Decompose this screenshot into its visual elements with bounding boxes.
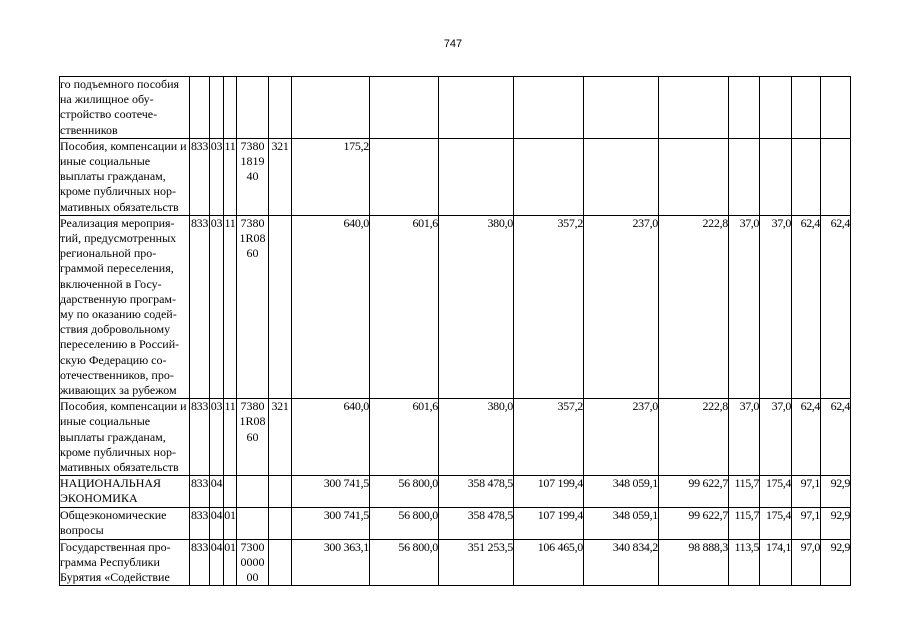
section-code: 03 [210, 399, 224, 476]
table-row [60, 77, 851, 139]
subsection-code: 11 [224, 138, 237, 215]
percent-2: 37,0 [760, 399, 792, 476]
amount-2: 56 800,0 [370, 539, 439, 586]
percent-1 [729, 77, 760, 139]
row-name: Общеэкономические вопросы [60, 507, 190, 539]
target-article-code [237, 507, 269, 539]
amount-4: 107 199,4 [514, 476, 584, 507]
section-code: 04 [210, 507, 224, 539]
target-article-code: 7300 0000 00 [237, 539, 269, 586]
amount-1: 300 741,5 [292, 476, 370, 507]
amount-2 [370, 138, 439, 215]
subsection-code: 01 [224, 539, 237, 586]
budget-table [59, 76, 851, 586]
amount-3: 380,0 [439, 399, 514, 476]
amount-3: 358 478,5 [439, 476, 514, 507]
expense-type-code: 321 [269, 399, 292, 476]
subsection-code [224, 476, 237, 507]
row-name: НАЦИОНАЛЬНАЯ ЭКОНОМИКА [60, 476, 190, 507]
percent-3: 97,1 [792, 507, 821, 539]
table-row [60, 476, 851, 507]
row-name: Пособия, компенсации и иные социальные выплаты гражданам, кроме публичных нор-мативных обязательств [60, 399, 190, 476]
amount-5: 237,0 [584, 215, 659, 398]
table-row [60, 215, 851, 398]
percent-1 [729, 138, 760, 215]
percent-2: 37,0 [760, 215, 792, 398]
percent-3: 97,0 [792, 539, 821, 586]
section-code: 04 [210, 476, 224, 507]
expense-type-code [269, 215, 292, 398]
amount-6: 99 622,7 [659, 476, 729, 507]
amount-5 [584, 77, 659, 139]
target-article-code: 7380 1R08 60 [237, 399, 269, 476]
expense-type-code [269, 539, 292, 586]
amount-3: 351 253,5 [439, 539, 514, 586]
amount-3 [439, 77, 514, 139]
target-article-code [237, 476, 269, 507]
ministry-code: 833 [190, 507, 210, 539]
percent-4 [821, 77, 851, 139]
table-row [60, 138, 851, 215]
amount-1: 640,0 [292, 215, 370, 398]
percent-2 [760, 77, 792, 139]
row-name: Реализация мероприя-тий, предусмотренных региональной про-граммой переселения, включенной в Госу-дарственную програм-му по оказанию содей-ствия добровольному переселению в Россий-скую Федерацию со-отечественников, про-живающих за рубежом [60, 215, 190, 398]
percent-4 [821, 138, 851, 215]
percent-1: 37,0 [729, 399, 760, 476]
row-name: Пособия, компенсации и иные социальные выплаты гражданам, кроме публичных нор-мативных обязательств [60, 138, 190, 215]
percent-4: 92,9 [821, 539, 851, 586]
expense-type-code [269, 507, 292, 539]
amount-4 [514, 77, 584, 139]
target-article-code: 7380 1R08 60 [237, 215, 269, 398]
page-number: 747 [443, 38, 463, 50]
percent-3: 62,4 [792, 399, 821, 476]
amount-1 [292, 77, 370, 139]
amount-6: 99 622,7 [659, 507, 729, 539]
amount-4: 357,2 [514, 399, 584, 476]
subsection-code: 11 [224, 215, 237, 398]
percent-4: 92,9 [821, 507, 851, 539]
percent-3 [792, 138, 821, 215]
amount-4 [514, 138, 584, 215]
amount-5: 348 059,1 [584, 507, 659, 539]
amount-1: 300 741,5 [292, 507, 370, 539]
amount-3: 358 478,5 [439, 507, 514, 539]
section-code: 03 [210, 215, 224, 398]
subsection-code [224, 77, 237, 139]
table-row [60, 507, 851, 539]
ministry-code: 833 [190, 138, 210, 215]
section-code [210, 77, 224, 139]
percent-1: 37,0 [729, 215, 760, 398]
section-code: 03 [210, 138, 224, 215]
percent-4: 92,9 [821, 476, 851, 507]
amount-6: 222,8 [659, 215, 729, 398]
table-row [60, 539, 851, 586]
percent-2: 175,4 [760, 507, 792, 539]
percent-2 [760, 138, 792, 215]
ministry-code: 833 [190, 215, 210, 398]
amount-3: 380,0 [439, 215, 514, 398]
amount-5: 340 834,2 [584, 539, 659, 586]
amount-2: 601,6 [370, 399, 439, 476]
percent-2: 174,1 [760, 539, 792, 586]
amount-2: 56 800,0 [370, 507, 439, 539]
ministry-code: 833 [190, 476, 210, 507]
amount-5 [584, 138, 659, 215]
percent-1: 113,5 [729, 539, 760, 586]
percent-2: 175,4 [760, 476, 792, 507]
amount-5: 237,0 [584, 399, 659, 476]
amount-6 [659, 138, 729, 215]
amount-6 [659, 77, 729, 139]
amount-2: 601,6 [370, 215, 439, 398]
amount-4: 106 465,0 [514, 539, 584, 586]
amount-2: 56 800,0 [370, 476, 439, 507]
amount-1: 640,0 [292, 399, 370, 476]
expense-type-code [269, 77, 292, 139]
amount-1: 175,2 [292, 138, 370, 215]
amount-6: 98 888,3 [659, 539, 729, 586]
percent-4: 62,4 [821, 399, 851, 476]
percent-1: 115,7 [729, 476, 760, 507]
amount-5: 348 059,1 [584, 476, 659, 507]
expense-type-code: 321 [269, 138, 292, 215]
row-name: Государственная про-грамма Республики Бурятия «Содействие [60, 539, 190, 586]
row-name: го подъемного пособия на жилищное обу-стройство соотече-ственников [60, 77, 190, 139]
subsection-code: 01 [224, 507, 237, 539]
ministry-code: 833 [190, 399, 210, 476]
subsection-code: 11 [224, 399, 237, 476]
ministry-code [190, 77, 210, 139]
amount-4: 357,2 [514, 215, 584, 398]
table-row [60, 399, 851, 476]
amount-1: 300 363,1 [292, 539, 370, 586]
percent-3: 97,1 [792, 476, 821, 507]
percent-3: 62,4 [792, 215, 821, 398]
section-code: 04 [210, 539, 224, 586]
percent-1: 115,7 [729, 507, 760, 539]
target-article-code: 7380 1819 40 [237, 138, 269, 215]
percent-4: 62,4 [821, 215, 851, 398]
amount-6: 222,8 [659, 399, 729, 476]
expense-type-code [269, 476, 292, 507]
amount-4: 107 199,4 [514, 507, 584, 539]
amount-2 [370, 77, 439, 139]
ministry-code: 833 [190, 539, 210, 586]
amount-3 [439, 138, 514, 215]
target-article-code [237, 77, 269, 139]
percent-3 [792, 77, 821, 139]
